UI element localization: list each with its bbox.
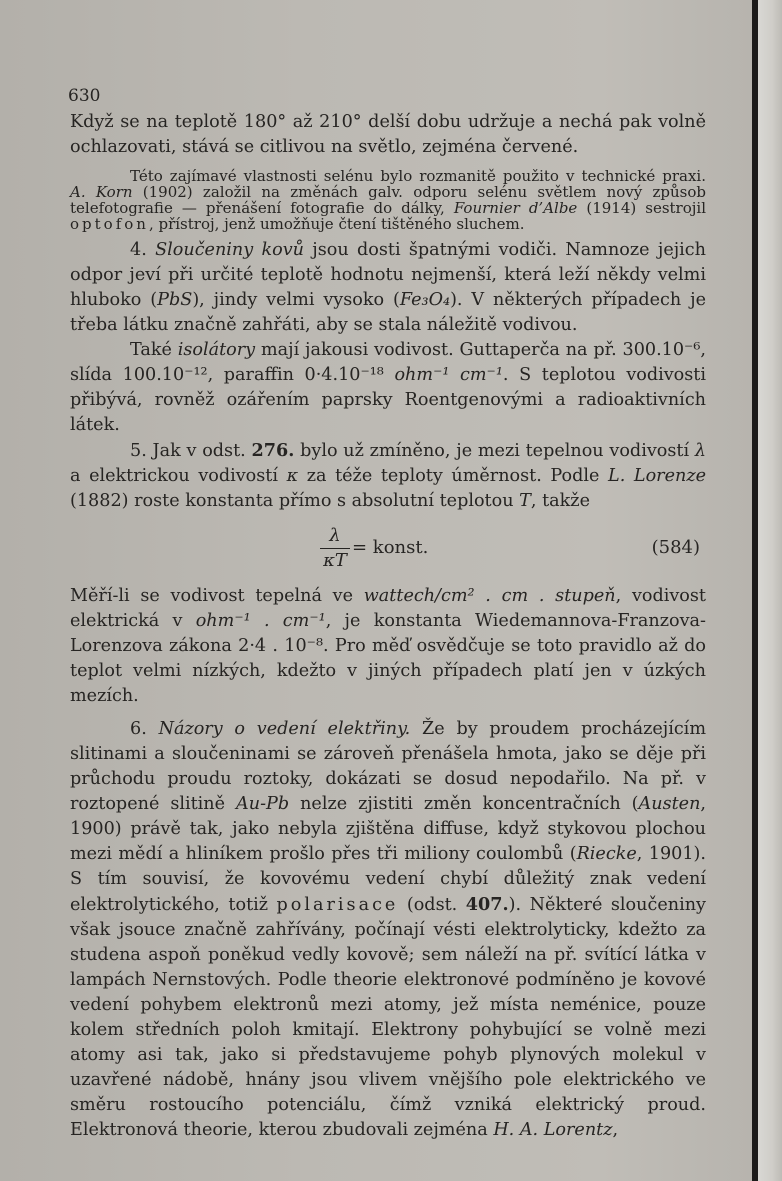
text-run: Že by proudem procházejícím slitinami a sloučeninami se zároveň přenášela hmota, jako se děje při průchodu proudu roztoky, dokázati se dosud nepodařilo. Na př. v roztopené slitině (70, 719, 706, 814)
unit-thermal: wattech/cm² . cm . stupeň (363, 586, 616, 606)
equation-rhs: = konst. (352, 537, 429, 558)
equation-584 (70, 520, 706, 578)
equation-fraction (320, 524, 350, 573)
paragraph-selenium-applications (70, 168, 706, 232)
section-reference: 407. (465, 894, 509, 915)
term-optofon: optofon (70, 215, 149, 233)
unit-electric: ohm⁻¹ . cm⁻¹ (195, 611, 326, 631)
text-run: za téže teploty úměrnost. Podle (298, 466, 609, 486)
text-run: , přístroj, jenž umožňuje čtení tištěného sluchem. (148, 215, 525, 233)
author-lorentz: H. A. Lorentz (493, 1120, 613, 1140)
text-run: (1914) sestrojil (577, 199, 706, 217)
text-run: Této zajímavé vlastnosti selénu bylo rozmanitě použito v technické praxi. (130, 167, 706, 185)
section-title: Sloučeniny kovů (155, 240, 305, 260)
text-run: mají jakousi vodivost. Guttaperča na př. 300.10⁻⁶, slída 100.10⁻¹², paraffin 0·4.10⁻¹⁸ (70, 340, 706, 385)
text-run: , je konstanta Wiedemannova-Franzova-Lorenzova zákona 2·4 . 10⁻⁸. Pro měď osvědčuje se toto pravidlo až do teplot velmi nízkých, kdežto v jiných případech platí jen v úzkých mezích. (70, 611, 706, 706)
section-number: 4. (130, 240, 156, 260)
text-run: (1902) založil na změnách galv. odporu selénu světlem nový způsob telefotografie — přenášení fotografie do dálky, (70, 183, 706, 217)
paragraph-metal-compounds (70, 238, 706, 338)
text-run: , takže (530, 491, 590, 511)
paragraph-wiedemann-franz (70, 438, 706, 514)
formula-au-pb: Au-Pb (236, 794, 290, 814)
page-edge (758, 0, 782, 1181)
text-run: Měří-li se vodivost tepelná ve (70, 586, 364, 606)
symbol-lambda: λ (694, 441, 706, 461)
formula-fe3o4: Fe₃O₄ (399, 290, 451, 310)
text-run: . S teplotou vodivosti přibývá, rovněž ozářením paprsky Roentgenovými a radioaktivních látek. (70, 365, 707, 435)
text-run: 5. Jak v odst. (130, 441, 252, 461)
paragraph-conduction-views (70, 717, 706, 1143)
paragraph-units (70, 584, 706, 709)
author-riecke: Riecke (576, 844, 637, 864)
author-fournier: Fournier d’Albe (453, 199, 578, 217)
text-run: ), jindy velmi vysoko ( (192, 290, 400, 310)
text-body (70, 110, 706, 1143)
equation-number: (584) (651, 537, 700, 558)
equation-numerator: λ (320, 524, 350, 549)
section-title: Názory o vedení elektřiny. (158, 719, 411, 739)
text-run: nelze zjistiti změn koncentračních ( (289, 794, 639, 814)
author-korn: A. Korn (70, 183, 133, 201)
section-reference: 276. (251, 440, 295, 461)
text-run: (odst. (398, 895, 466, 915)
paragraph-selenium-cooling (70, 110, 706, 160)
text-run: ). Některé sloučeniny však jsouce značně zahřívány, počínají vésti elektrolyticky, kdežto za studena aspoň poněkud vedly kovově; sem náleží na př. svítící látka v lampách Nernstových. Podle theorie elektronové podmíněno je kovové vedení pohybem elektronů mezi atomy, jež místa neménice, pouze kolem středních poloh kmitají. Elektrony pohybující se volně mezi atomy asi tak, jako si představujeme pohyb plynových molekul v uzavřené nádobě, hnány jsou vlivem vnějšího pole elektrického ve směru rostoucího potenciálu, čímž vzniká elektrický proud. Elektronová theorie, kterou zbudovali zejména (70, 895, 706, 1140)
symbol-kappa: κ (286, 466, 299, 486)
page-number: 630 (68, 86, 101, 106)
section-number: 6. (130, 719, 159, 739)
text-run: Také (130, 340, 178, 360)
text-run: , (612, 1120, 619, 1140)
term-polarisace: polarisace (276, 895, 399, 915)
author-lorenz: L. Lorenze (608, 466, 707, 486)
text-run: , 1900) právě tak, jako nebyla zjištěna diffuse, když stykovou plochou mezi mědí a hliníkem prošlo přes tři miliony coulombů ( (70, 794, 707, 864)
formula-pbs: PbS (157, 290, 193, 310)
text-run: Když se na teplotě 180° až 210° delší dobu udržuje a nechá pak volně ochlazovati, stává se citlivou na světlo, zejména červené. (70, 112, 706, 157)
symbol-T: T (519, 491, 531, 511)
author-austen: Austen (638, 794, 701, 814)
text-run: bylo už zmíněno, je mezi tepelnou vodivostí (294, 441, 695, 461)
unit-ohm-cm: ohm⁻¹ cm⁻¹ (394, 365, 503, 385)
term-isolatory: isolátory (177, 340, 256, 360)
text-run: , 1901). S tím souvisí, že kovovému vedení chybí důležitý znak vedení elektrolytického, totiž (70, 844, 706, 915)
text-run: jsou dosti špatnými vodiči. Namnoze jejich odpor jeví při určité teplotě hodnotu nejmenší, která leží někdy velmi hluboko ( (70, 240, 706, 310)
text-run: ). V některých případech je třeba látku značně zahřáti, aby se stala náležitě vodivou. (70, 290, 706, 335)
paragraph-insulators (70, 338, 706, 438)
text-run: , vodivost elektrická v (70, 586, 706, 631)
text-run: (1882) roste konstanta přímo s absolutní teplotou (70, 491, 520, 511)
equation-denominator: κT (323, 550, 347, 571)
text-run: a elektrickou vodivostí (70, 466, 287, 486)
